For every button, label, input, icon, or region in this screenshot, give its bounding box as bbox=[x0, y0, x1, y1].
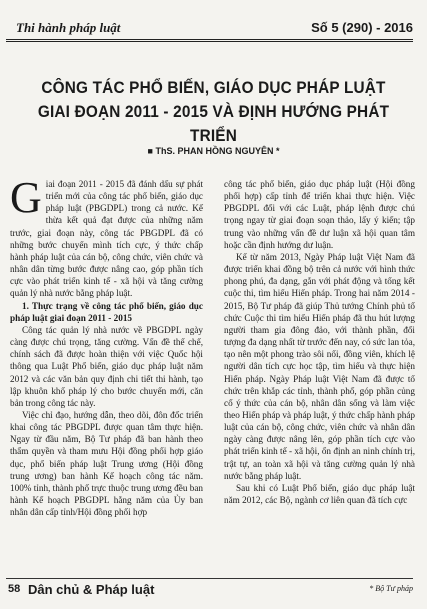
section-heading: 1. Thực trạng về công tác phổ biến, giáo dục pháp luật giai đoạn 2011 - 2015 bbox=[10, 300, 203, 323]
section-label: Thi hành pháp luật bbox=[16, 20, 121, 35]
right-column bbox=[224, 178, 415, 506]
body-paragraph: Công tác quản lý nhà nước về PBGDPL ngày càng được chú trọng, tăng cường. Vấn đề thể chế, chính sách đã được hoàn thiện với việc Quốc hội thông qua Luật Phổ biến, giáo dục pháp luật năm 2012 và các văn bản quy định chi tiết thi hành, tạo lập khuôn khổ pháp lý cho bước chuyển mới, căn bản trong công tác này. bbox=[10, 324, 203, 408]
article-title bbox=[15, 76, 412, 148]
left-column bbox=[10, 173, 203, 518]
page-footer bbox=[6, 578, 413, 605]
author-byline: ■ ThS. PHAN HỒNG NGUYÊN * bbox=[147, 146, 280, 156]
magazine-name: Dân chủ & Pháp luật bbox=[28, 582, 155, 597]
intro-paragraph bbox=[10, 173, 203, 300]
running-header bbox=[6, 20, 413, 42]
intro-text: iai đoạn 2011 - 2015 đã đánh dấu sự phát triển mới của công tác phổ biến, giáo dục pháp luật (PBGDPL) trong cả nước. Kế thừa kết quả đạt được của những năm trước, giai đoạn này, công tác PBGDPL đã có những bước chuyển mình tích cực, ý thức chấp hành pháp luật của cán bộ, công chức, viên chức và nhân dân từng bước được nâng cao, góp phần tích cực vào phát triển kinh tế - xã hội và tăng cường quản lý nhà nước bằng pháp luật. bbox=[10, 179, 203, 299]
header-rule bbox=[6, 39, 413, 42]
body-paragraph: Việc chỉ đạo, hướng dẫn, theo dõi, đôn đốc triển khai công tác PBGDPL được quan tâm thực hiện. Ngay từ đầu năm, Bộ Tư pháp đã ban hành theo thẩm quyền và tham mưu Hội đồng phối hợp giáo dục, phổ biến pháp luật Trung ương (Hội đồng trung ương) ban hành Kế hoạch công tác năm. 100% tỉnh, thành phố trực thuộc trung ương đều ban hành Kế hoạch PBGDPL hằng năm của Ủy ban nhân dân cấp tỉnh/Hội đồng phối hợp bbox=[10, 409, 203, 518]
title-line-2: GIAI ĐOẠN 2011 - 2015 VÀ ĐỊNH HƯỚNG PHÁT TRIỂN bbox=[37, 103, 390, 145]
body-paragraph: Sau khi có Luật Phổ biến, giáo dục pháp luật năm 2012, các Bộ, ngành cơ liên quan đã tích cực bbox=[224, 482, 415, 506]
issue-label: Số 5 (290) - 2016 bbox=[311, 20, 413, 35]
author-footnote: * Bộ Tư pháp bbox=[369, 584, 413, 593]
drop-cap: G bbox=[10, 173, 42, 222]
page-number: 58 bbox=[8, 583, 21, 595]
title-line-1: CÔNG TÁC PHỔ BIẾN, GIÁO DỤC PHÁP LUẬT bbox=[41, 79, 386, 97]
body-paragraph: Kể từ năm 2013, Ngày Pháp luật Việt Nam đã được triển khai đồng bộ trên cả nước với hình thức phong phú, đa dạng, gắn với phát động và tổng kết cuộc thi, tìm hiểu Hiến pháp. Trong hai năm 2014 - 2015, Bộ Tư pháp đã giúp Thủ tướng Chính phủ tổ chức Cuộc thi tìm hiểu Hiến pháp đã thu hút lượng người tham gia đông đảo, với thành phần, đối tượng đa dạng nhất từ trước đến nay, có sức lan tỏa, tạo nên một phong trào sôi nổi, đồng viên, khích lệ người dân tích cực học tập, tìm hiểu và thực hiện Hiến pháp. Ngày Pháp luật Việt Nam đã được tổ chức trên khắp các tỉnh, thành phố, góp phần củng cố ý thức của cán bộ, nhân dân sống và làm việc theo Hiến pháp và pháp luật, ý thức chấp hành pháp luật của cán bộ, công chức, viên chức và nhân dân ngày càng được nâng lên, góp phần tích cực vào phát triển kinh tế - xã hội, ổn định an ninh chính trị, trật tự, an toàn xã hội và tăng cường quản lý nhà nước bằng pháp luật. bbox=[224, 251, 415, 481]
body-paragraph: công tác phổ biến, giáo dục pháp luật (Hội đồng phối hợp) cấp tỉnh để triển khai thực hiện. Việc PBGDPL đối với các Luật, pháp lệnh được chú trọng ngay từ giai đoạn soạn thảo, lấy ý kiến; tập trung vào những vấn đề dư luận xã hội quan tâm hoặc cần định hướng dư luận. bbox=[224, 179, 415, 250]
